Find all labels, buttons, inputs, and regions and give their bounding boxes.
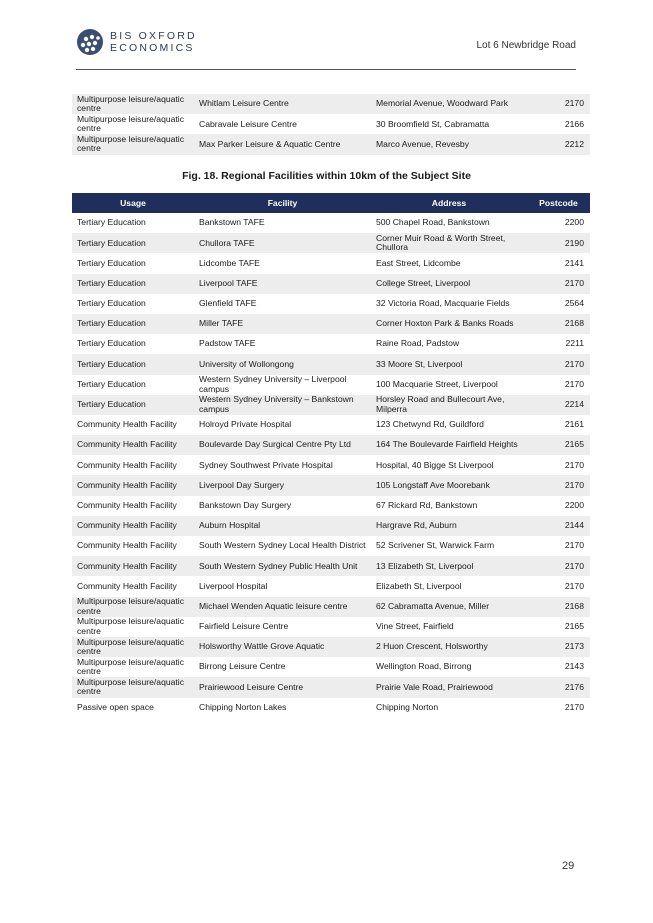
usage-cell: Multipurpose leisure/aquatic centre <box>77 114 185 134</box>
facility-cell: Prairiewood Leisure Centre <box>194 677 371 697</box>
table-row <box>72 274 590 294</box>
postcode-cell: 2200 <box>564 499 584 510</box>
facility-cell: Lidcombe TAFE <box>199 257 260 268</box>
postcode-cell: 2161 <box>564 419 584 430</box>
logo-line-1: BIS OXFORD <box>110 30 197 42</box>
usage-cell: Community Health Facility <box>77 419 177 430</box>
table-row <box>72 677 590 697</box>
table-row <box>72 516 590 536</box>
table-row <box>72 657 590 677</box>
table-row <box>72 496 590 516</box>
facility-cell: Glenfield TAFE <box>199 298 257 309</box>
facility-cell: South Western Sydney Local Health District <box>199 540 366 551</box>
usage-cell: Tertiary Education <box>72 314 194 334</box>
table-row <box>72 597 590 617</box>
logo-globe-icon <box>76 28 104 56</box>
postcode-cell: 2170 <box>564 540 584 551</box>
table-row <box>72 294 590 314</box>
usage-cell: Community Health Facility <box>77 459 177 470</box>
usage-cell: Multipurpose leisure/aquatic centre <box>77 616 185 636</box>
usage-cell: Passive open space <box>77 701 154 712</box>
address-cell: Corner Hoxton Park & Banks Roads <box>371 314 527 334</box>
postcode-cell: 2144 <box>527 516 590 536</box>
continued-facilities-table <box>72 94 590 155</box>
address-cell: 164 The Boulevarde Fairfield Heights <box>371 435 527 455</box>
table-row <box>72 375 590 395</box>
address-cell: 123 Chetwynd Rd, Guildford <box>376 419 484 430</box>
facility-cell: Bankstown TAFE <box>199 217 265 228</box>
address-cell: Memorial Avenue, Woodward Park <box>371 94 527 114</box>
usage-cell: Tertiary Education <box>77 298 146 309</box>
header-facility: Facility <box>194 193 371 213</box>
postcode-cell: 2168 <box>527 314 590 334</box>
page-number: 29 <box>562 860 575 872</box>
table-row <box>72 314 590 334</box>
usage-cell: Community Health Facility <box>72 556 194 576</box>
logo-line-2: ECONOMICS <box>110 42 195 54</box>
facility-cell: Western Sydney University – Bankstown campus <box>194 395 371 415</box>
facility-cell: Birrong Leisure Centre <box>199 661 286 672</box>
table-row <box>72 576 590 596</box>
postcode-cell: 2170 <box>527 475 590 495</box>
usage-cell: Multipurpose leisure/aquatic centre <box>72 597 194 617</box>
table-row <box>72 233 590 253</box>
postcode-cell: 2564 <box>564 298 584 309</box>
usage-cell: Tertiary Education <box>77 217 146 228</box>
address-cell: 62 Cabramatta Avenue, Miller <box>371 597 527 617</box>
usage-cell: Tertiary Education <box>77 257 146 268</box>
facility-cell: Bankstown Day Surgery <box>199 499 292 510</box>
usage-cell: Tertiary Education <box>72 233 194 253</box>
postcode-cell: 2170 <box>564 459 584 470</box>
usage-cell: Multipurpose leisure/aquatic centre <box>77 657 185 677</box>
facility-cell: Auburn Hospital <box>194 516 371 536</box>
facility-cell: Cabravale Leisure Centre <box>199 118 297 129</box>
facility-cell: Padstow TAFE <box>199 338 256 349</box>
facility-cell: Chullora TAFE <box>194 233 371 253</box>
usage-cell: Tertiary Education <box>72 395 194 415</box>
usage-cell: Community Health Facility <box>77 499 177 510</box>
table-row <box>72 556 590 576</box>
table-row <box>72 455 590 475</box>
facility-cell: Western Sydney University – Liverpool campus <box>199 374 347 394</box>
address-cell: East Street, Lidcombe <box>376 257 461 268</box>
address-cell: Hospital, 40 Bigge St Liverpool <box>376 459 494 470</box>
table-row <box>72 134 590 154</box>
page-header <box>76 28 576 70</box>
postcode-cell: 2190 <box>527 233 590 253</box>
usage-cell: Multipurpose leisure/aquatic centre <box>72 677 194 697</box>
facility-cell: Liverpool TAFE <box>194 274 371 294</box>
postcode-cell: 2168 <box>527 597 590 617</box>
address-cell: Horsley Road and Bullecourt Ave, Milperra <box>371 395 527 415</box>
facility-cell: Liverpool Day Surgery <box>194 475 371 495</box>
postcode-cell: 2170 <box>527 556 590 576</box>
postcode-cell: 2166 <box>564 118 584 129</box>
address-cell: 100 Macquarie Street, Liverpool <box>376 378 498 389</box>
header-divider <box>76 69 576 70</box>
table-row <box>72 698 590 718</box>
address-cell: 13 Elizabeth St, Liverpool <box>371 556 527 576</box>
facility-cell: Boulevarde Day Surgical Centre Pty Ltd <box>194 435 371 455</box>
table-row <box>72 213 590 233</box>
facility-cell: Whitlam Leisure Centre <box>194 94 371 114</box>
facility-cell: Holroyd Private Hospital <box>199 419 292 430</box>
postcode-cell: 2170 <box>527 94 590 114</box>
facility-cell: Michael Wenden Aquatic leisure centre <box>194 597 371 617</box>
postcode-cell: 2176 <box>527 677 590 697</box>
table-row <box>72 435 590 455</box>
postcode-cell: 2173 <box>527 637 590 657</box>
address-cell: Corner Muir Road & Worth Street, Chullora <box>371 233 527 253</box>
facility-cell: Max Parker Leisure & Aquatic Centre <box>194 134 371 154</box>
address-cell: Chipping Norton <box>376 701 439 712</box>
table-row <box>72 114 590 134</box>
table-row <box>72 253 590 273</box>
header-usage: Usage <box>72 193 194 213</box>
table-row <box>72 395 590 415</box>
address-cell: Prairie Vale Road, Prairiewood <box>371 677 527 697</box>
facility-cell: Fairfield Leisure Centre <box>199 621 289 632</box>
company-logo <box>76 28 197 56</box>
postcode-cell: 2165 <box>527 435 590 455</box>
facility-cell: Sydney Southwest Private Hospital <box>199 459 333 470</box>
table-row <box>72 475 590 495</box>
address-cell: Marco Avenue, Revesby <box>371 134 527 154</box>
address-cell: Vine Street, Fairfield <box>376 621 454 632</box>
facility-cell: University of Wollongong <box>194 354 371 374</box>
table-row <box>72 617 590 637</box>
address-cell: Elizabeth St, Liverpool <box>376 580 462 591</box>
postcode-cell: 2141 <box>564 257 584 268</box>
usage-cell: Multipurpose leisure/aquatic centre <box>72 94 194 114</box>
address-cell: 33 Moore St, Liverpool <box>371 354 527 374</box>
postcode-cell: 2211 <box>565 338 584 349</box>
table-row <box>72 354 590 374</box>
table-header-row <box>72 193 590 213</box>
postcode-cell: 2170 <box>564 580 584 591</box>
postcode-cell: 2165 <box>564 621 584 632</box>
usage-cell: Community Health Facility <box>77 540 177 551</box>
postcode-cell: 2170 <box>527 274 590 294</box>
usage-cell: Tertiary Education <box>77 378 146 389</box>
postcode-cell: 2212 <box>527 134 590 154</box>
usage-cell: Multipurpose leisure/aquatic centre <box>72 637 194 657</box>
usage-cell: Community Health Facility <box>72 435 194 455</box>
facility-cell: Liverpool Hospital <box>199 580 268 591</box>
postcode-cell: 2170 <box>564 378 584 389</box>
usage-cell: Community Health Facility <box>72 475 194 495</box>
address-cell: 52 Scrivener St, Warwick Farm <box>376 540 495 551</box>
table-row <box>72 334 590 354</box>
usage-cell: Tertiary Education <box>72 274 194 294</box>
header-postcode: Postcode <box>527 193 590 213</box>
facility-cell: Holsworthy Wattle Grove Aquatic <box>194 637 371 657</box>
address-cell: 30 Broomfield St, Cabramatta <box>376 118 490 129</box>
postcode-cell: 2214 <box>527 395 590 415</box>
table-row <box>72 637 590 657</box>
address-cell: Hargrave Rd, Auburn <box>371 516 527 536</box>
address-cell: Wellington Road, Birrong <box>376 661 472 672</box>
table-row <box>72 536 590 556</box>
facility-cell: Miller TAFE <box>194 314 371 334</box>
address-cell: 500 Chapel Road, Bankstown <box>376 217 490 228</box>
regional-facilities-table <box>72 193 590 718</box>
address-cell: 67 Rickard Rd, Bankstown <box>376 499 478 510</box>
postcode-cell: 2200 <box>564 217 584 228</box>
document-title: Lot 6 Newbridge Road <box>476 40 576 51</box>
address-cell: 2 Huon Crescent, Holsworthy <box>371 637 527 657</box>
address-cell: Raine Road, Padstow <box>376 338 460 349</box>
address-cell: College Street, Liverpool <box>371 274 527 294</box>
table-row <box>72 94 590 114</box>
postcode-cell: 2170 <box>564 701 584 712</box>
usage-cell: Tertiary Education <box>72 354 194 374</box>
postcode-cell: 2143 <box>564 661 584 672</box>
address-cell: 32 Victoria Road, Macquarie Fields <box>376 298 510 309</box>
table-row <box>72 415 590 435</box>
address-cell: 105 Longstaff Ave Moorebank <box>371 475 527 495</box>
usage-cell: Community Health Facility <box>77 580 177 591</box>
postcode-cell: 2170 <box>527 354 590 374</box>
usage-cell: Community Health Facility <box>72 516 194 536</box>
facility-cell: Chipping Norton Lakes <box>199 701 287 712</box>
header-address: Address <box>371 193 527 213</box>
usage-cell: Tertiary Education <box>77 338 146 349</box>
figure-caption: Fig. 18. Regional Facilities within 10km of the Subject Site <box>182 170 471 182</box>
usage-cell: Multipurpose leisure/aquatic centre <box>72 134 194 154</box>
facility-cell: South Western Sydney Public Health Unit <box>194 556 371 576</box>
